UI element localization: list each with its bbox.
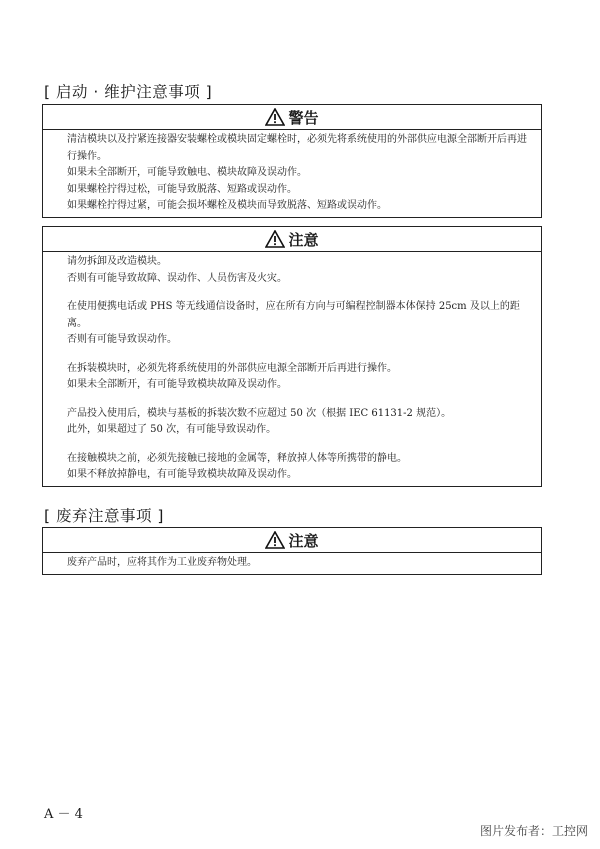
caution-line: 否则有可能导致故障、误动作、人员伤害及火灾。: [67, 272, 287, 284]
warning-triangle-icon: [265, 108, 285, 126]
warning-header-label: 警告: [288, 108, 319, 127]
warning-box: [42, 104, 542, 218]
disposal-line: 废弃产品时，应将其作为工业废弃物处理。: [67, 557, 257, 568]
caution-triangle-icon: [265, 230, 285, 248]
caution-line: 在拆装模块时，必须先将系统使用的外部供应电源全部断开后再进行操作。: [67, 362, 397, 374]
warning-box-body: [43, 130, 541, 217]
disposal-caution-label: 注意: [288, 531, 319, 550]
section-title-startup-maintenance: [ 启动 · 维护注意事项 ]: [44, 83, 213, 101]
warning-line: 如果螺栓拧得过紧，可能会损坏螺栓及模块而导致脱落、短路或误动作。: [67, 200, 387, 211]
watermark: 图片发布者：工控网: [479, 824, 588, 838]
warning-line: 清洁模块以及拧紧连接器安装螺栓或模块固定螺栓时，必须先将系统使用的外部供应电源全部断开后再进行操作。: [67, 134, 527, 162]
disposal-caution-body: [43, 553, 541, 574]
caution-line: 在使用便携电话或 PHS 等无线通信设备时，应在所有方向与可编程控制器本体保持 25cm 及以上的距离。: [67, 301, 520, 329]
page-number: A － 4: [44, 807, 83, 822]
caution-line: 在接触模块之前，必须先接触已接地的金属等，释放掉人体等所携带的静电。: [67, 452, 407, 464]
caution-line: 否则有可能导致误动作。: [67, 334, 177, 345]
section-title-disposal: [ 废弃注意事项 ]: [44, 507, 164, 525]
caution-line: 如果不释放掉静电，有可能导致模块故障及误动作。: [67, 469, 297, 480]
caution-line: 如果未全部断开，有可能导致模块故障及误动作。: [67, 379, 287, 390]
warning-box-header: [43, 105, 541, 130]
caution-triangle-icon: [265, 531, 285, 549]
caution-box-disposal: [42, 527, 542, 575]
caution-box-header: [43, 227, 541, 252]
caution-header-label: 注意: [288, 230, 319, 249]
warning-line: 如果螺栓拧得过松，可能导致脱落、短路或误动作。: [67, 183, 297, 195]
disposal-caution-header: [43, 528, 541, 553]
caution-box-body: [43, 252, 541, 486]
warning-line: 如果未全部断开，可能导致触电、模块故障及误动作。: [67, 167, 307, 178]
caution-box-maintenance: [42, 226, 542, 487]
caution-line: 产品投入使用后，模块与基板的拆装次数不应超过 50 次（根据 IEC 61131-2 规范）。: [67, 407, 452, 419]
caution-line: 此外，如果超过了 50 次，有可能导致误动作。: [67, 424, 277, 435]
caution-line: 请勿拆卸及改造模块。: [67, 256, 167, 267]
